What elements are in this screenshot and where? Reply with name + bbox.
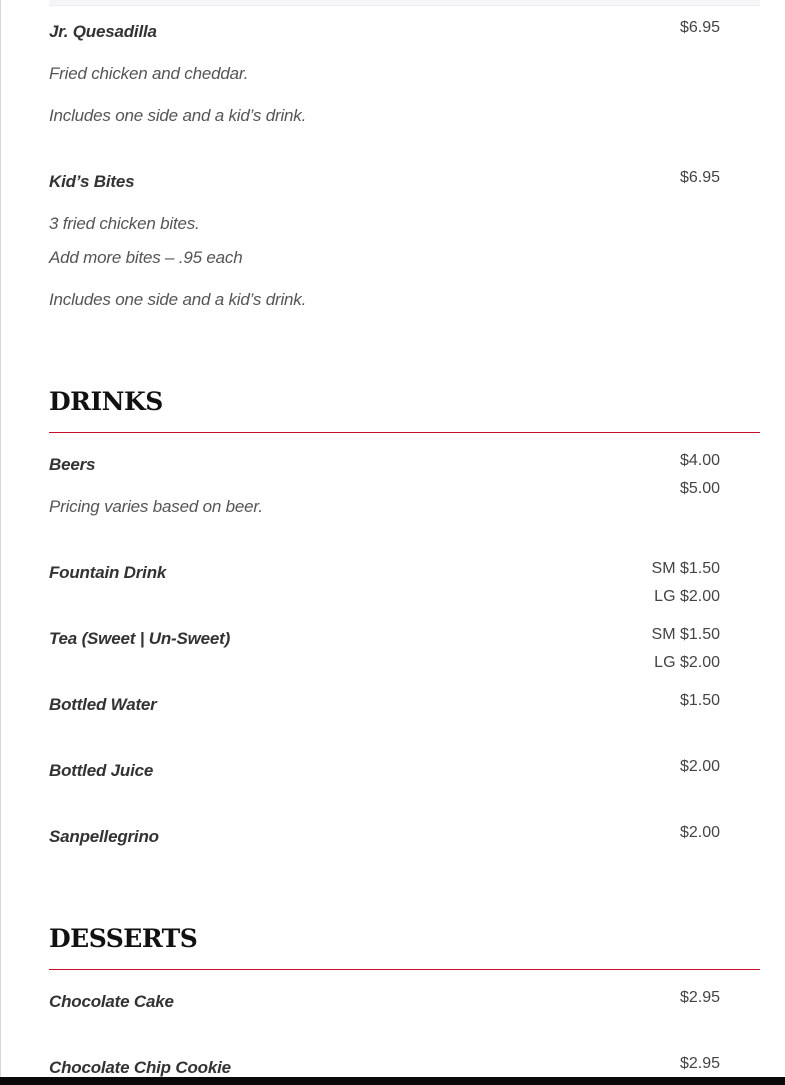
item-name: Sanpellegrino: [49, 827, 159, 846]
item-price: $4.00: [679, 452, 720, 469]
item-price: $6.95: [679, 169, 720, 186]
item-name: Chocolate Cake: [49, 992, 174, 1011]
item-prices: [680, 757, 720, 785]
item-price: $2.00: [679, 758, 720, 775]
item-name: Bottled Water: [49, 695, 157, 714]
item-prices: [680, 691, 720, 719]
item-name: Beers: [49, 455, 96, 474]
item-prices: [652, 559, 720, 615]
item-price: $6.95: [679, 19, 720, 36]
item-prices: [680, 823, 720, 851]
item-price: SM $1.50: [651, 626, 720, 643]
bottom-bar: [0, 1077, 785, 1085]
item-price: $5.00: [679, 480, 720, 497]
item-name: Bottled Juice: [49, 761, 154, 780]
item-description: Includes one side and a kid’s drink.: [49, 106, 307, 125]
section-divider: [49, 969, 760, 970]
item-description: Pricing varies based on beer.: [49, 497, 263, 516]
section-title-desserts: DESSERTS: [49, 924, 198, 953]
item-price: LG $2.00: [654, 654, 720, 671]
item-description: Add more bites – .95 each: [49, 248, 243, 267]
item-price: $2.95: [679, 989, 720, 1006]
item-name: Chocolate Chip Cookie: [49, 1058, 231, 1077]
item-price: $2.00: [679, 824, 720, 841]
item-name: Jr. Quesadilla: [49, 22, 157, 41]
item-name: Kid’s Bites: [49, 172, 135, 191]
item-prices: [680, 451, 720, 507]
previous-section-edge: [49, 0, 760, 6]
item-name: Tea (Sweet | Un-Sweet): [49, 629, 231, 648]
item-description: Fried chicken and cheddar.: [49, 64, 249, 83]
page-left-border: [0, 0, 1, 1085]
item-description: 3 fried chicken bites.: [49, 214, 200, 233]
section-title-drinks: DRINKS: [49, 387, 163, 416]
item-prices: [680, 18, 720, 46]
item-price: $1.50: [679, 692, 720, 709]
item-prices: [680, 988, 720, 1016]
item-price: LG $2.00: [654, 588, 720, 605]
section-divider: [49, 432, 760, 433]
item-prices: [652, 625, 720, 681]
item-price: SM $1.50: [651, 560, 720, 577]
item-prices: [680, 168, 720, 196]
item-description: Includes one side and a kid’s drink.: [49, 290, 307, 309]
item-name: Fountain Drink: [49, 563, 167, 582]
item-price: $2.95: [679, 1055, 720, 1072]
